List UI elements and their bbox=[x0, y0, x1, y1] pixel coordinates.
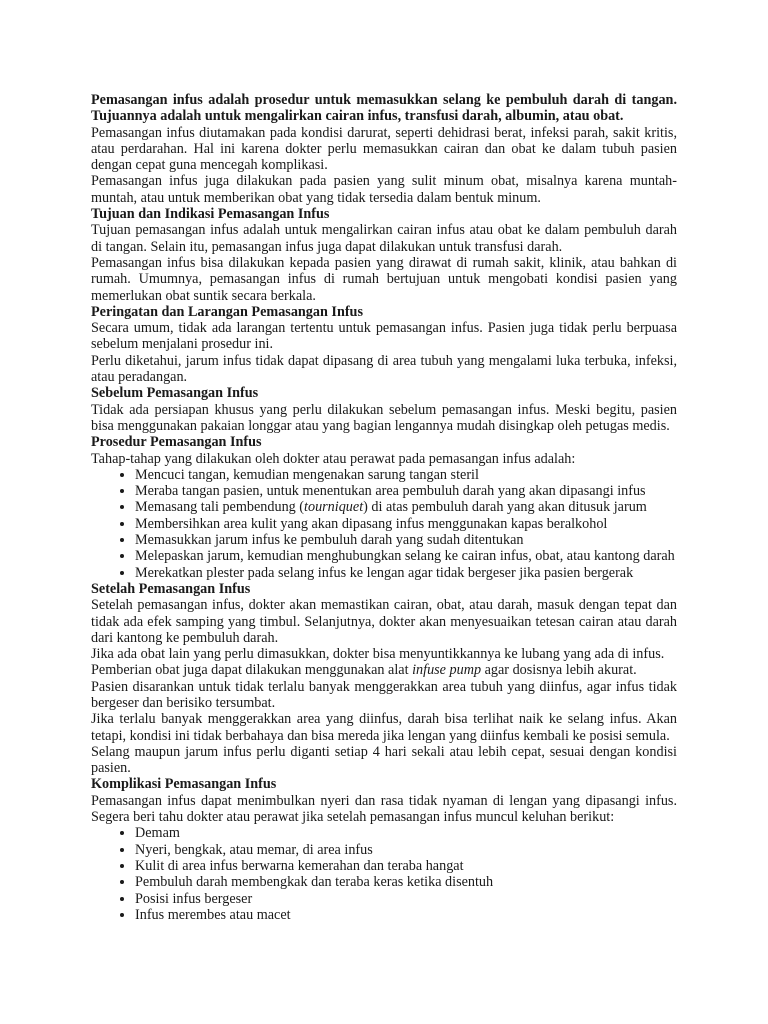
step-text: Memasang tali pembendung ( bbox=[135, 499, 305, 516]
section-heading-peringatan: Peringatan dan Larangan Pemasangan Infus bbox=[91, 303, 363, 320]
section-paragraph: Jika terlalu banyak menggerakkan area yang diinfus, darah bisa terlihat naik ke selang infus. Akan tetapi, kondisi ini tidak berbahaya dan bisa mereda jika lengan yang diinfus kembali ke posisi semula. bbox=[91, 711, 677, 744]
section-paragraph: Pemasangan infus bisa dilakukan kepada pasien yang dirawat di rumah sakit, klinik, atau bahkan di rumah. Umumnya, pemasangan infus di rumah bertujuan untuk mengobati kondisi pasien yang memerlukan obat suntik secara berkala. bbox=[91, 254, 677, 304]
section-paragraph: Tidak ada persiapan khusus yang perlu dilakukan sebelum pemasangan infus. Meski begitu, pasien bisa menggunakan pakaian longgar atau yang bagian lengannya mudah disingkap oleh petugas medis. bbox=[91, 401, 677, 434]
procedure-step: • Mencuci tangan, kemudian mengenakan sarung tangan steril bbox=[135, 467, 677, 483]
procedure-step: • Membersihkan area kulit yang akan dipasang infus menggunakan kapas beralkohol bbox=[135, 516, 677, 532]
complication-item: • Pembuluh darah membengkak dan teraba keras ketika disentuh bbox=[135, 874, 677, 890]
section-heading-setelah: Setelah Pemasangan Infus bbox=[91, 580, 251, 597]
procedure-step: • Melepaskan jarum, kemudian menghubungkan selang ke cairan infus, obat, atau kantong darah bbox=[135, 548, 677, 564]
section-paragraph: Setelah pemasangan infus, dokter akan memastikan cairan, obat, atau darah, masuk dengan tepat dan tidak ada efek samping yang timbul. Selanjutnya, dokter akan menyesuaikan tetesan cairan atau darah dari kantong ke pembuluh darah. bbox=[91, 597, 677, 646]
complication-item: • Nyeri, bengkak, atau memar, di area infus bbox=[135, 842, 677, 858]
section-heading-sebelum: Sebelum Pemasangan Infus bbox=[91, 385, 259, 402]
complication-item: • Infus merembes atau macet bbox=[135, 907, 677, 923]
section-heading-komplikasi: Komplikasi Pemasangan Infus bbox=[91, 776, 277, 793]
step-term-italic: tourniquet bbox=[304, 499, 364, 516]
section-paragraph: Pasien disarankan untuk tidak terlalu banyak menggerakkan area tubuh yang diinfus, agar infus tidak bergeser dan berisiko tersumbat. bbox=[91, 678, 677, 711]
section-heading-tujuan: Tujuan dan Indikasi Pemasangan Infus bbox=[91, 206, 330, 223]
section-heading-prosedur: Prosedur Pemasangan Infus bbox=[91, 434, 262, 451]
complication-item: • Demam bbox=[135, 825, 677, 841]
sentence: Jika ada obat lain yang perlu dimasukkan, dokter bisa menyuntikkannya ke lubang yang ada di infus. bbox=[91, 646, 665, 663]
section-paragraph: Secara umum, tidak ada larangan tertentu untuk pemasangan infus. Pasien juga tidak perlu berpuasa sebelum menjalani prosedur ini. bbox=[91, 320, 677, 353]
section-paragraph: Tahap-tahap yang dilakukan oleh dokter atau perawat pada pemasangan infus adalah: bbox=[91, 450, 576, 467]
section-paragraph: Pemasangan infus dapat menimbulkan nyeri dan rasa tidak nyaman di lengan yang dipasangi infus. Segera beri tahu dokter atau perawat jika setelah pemasangan infus muncul keluhan berikut: bbox=[91, 792, 677, 826]
sentence: Pemberian obat juga dapat dilakukan menggunakan alat bbox=[91, 662, 413, 679]
procedure-step bbox=[135, 499, 677, 515]
intro-paragraph: Pemasangan infus diutamakan pada kondisi darurat, seperti dehidrasi berat, infeksi parah, sakit kritis, atau perdarahan. Hal ini karena dokter perlu memasukkan cairan dan obat ke dalam tubuh pasien dengan cepat guna mencegah komplikasi. bbox=[91, 124, 677, 174]
procedure-steps-list bbox=[91, 467, 677, 581]
procedure-step: • Memasukkan jarum infus ke pembuluh darah yang sudah ditentukan bbox=[135, 532, 677, 548]
sentence: agar dosisnya lebih akurat. bbox=[481, 662, 637, 679]
step-text: ) di atas pembuluh darah yang akan ditusuk jarum bbox=[363, 499, 647, 516]
procedure-step: • Meraba tangan pasien, untuk menentukan area pembuluh darah yang akan dipasangi infus bbox=[135, 483, 677, 499]
complication-item: • Posisi infus bergeser bbox=[135, 891, 677, 907]
section-paragraph bbox=[91, 646, 677, 679]
intro-paragraph: Pemasangan infus juga dilakukan pada pasien yang sulit minum obat, misalnya karena muntah-muntah, atau untuk memberikan obat yang tidak tersedia dalam bentuk minum. bbox=[91, 173, 677, 206]
complications-list bbox=[91, 825, 677, 923]
section-paragraph: Tujuan pemasangan infus adalah untuk mengalirkan cairan infus atau obat ke dalam pembuluh darah di tangan. Selain itu, pemasangan infus juga dapat dilakukan untuk transfusi darah. bbox=[91, 222, 677, 255]
term-italic: infuse pump bbox=[412, 662, 482, 679]
intro-summary: Pemasangan infus adalah prosedur untuk memasukkan selang ke pembuluh darah di tangan. Tujuannya adalah untuk mengalirkan cairan infus, transfusi darah, albumin, atau obat. bbox=[91, 92, 677, 125]
complication-item: • Kulit di area infus berwarna kemerahan dan teraba hangat bbox=[135, 858, 677, 874]
section-paragraph: Perlu diketahui, jarum infus tidak dapat dipasang di area tubuh yang mengalami luka terbuka, infeksi, atau peradangan. bbox=[91, 352, 677, 386]
section-paragraph: Selang maupun jarum infus perlu diganti setiap 4 hari sekali atau lebih cepat, sesuai dengan kondisi pasien. bbox=[91, 743, 677, 777]
procedure-step: • Merekatkan plester pada selang infus ke lengan agar tidak bergeser jika pasien bergerak bbox=[135, 565, 677, 581]
document-page bbox=[91, 92, 677, 923]
